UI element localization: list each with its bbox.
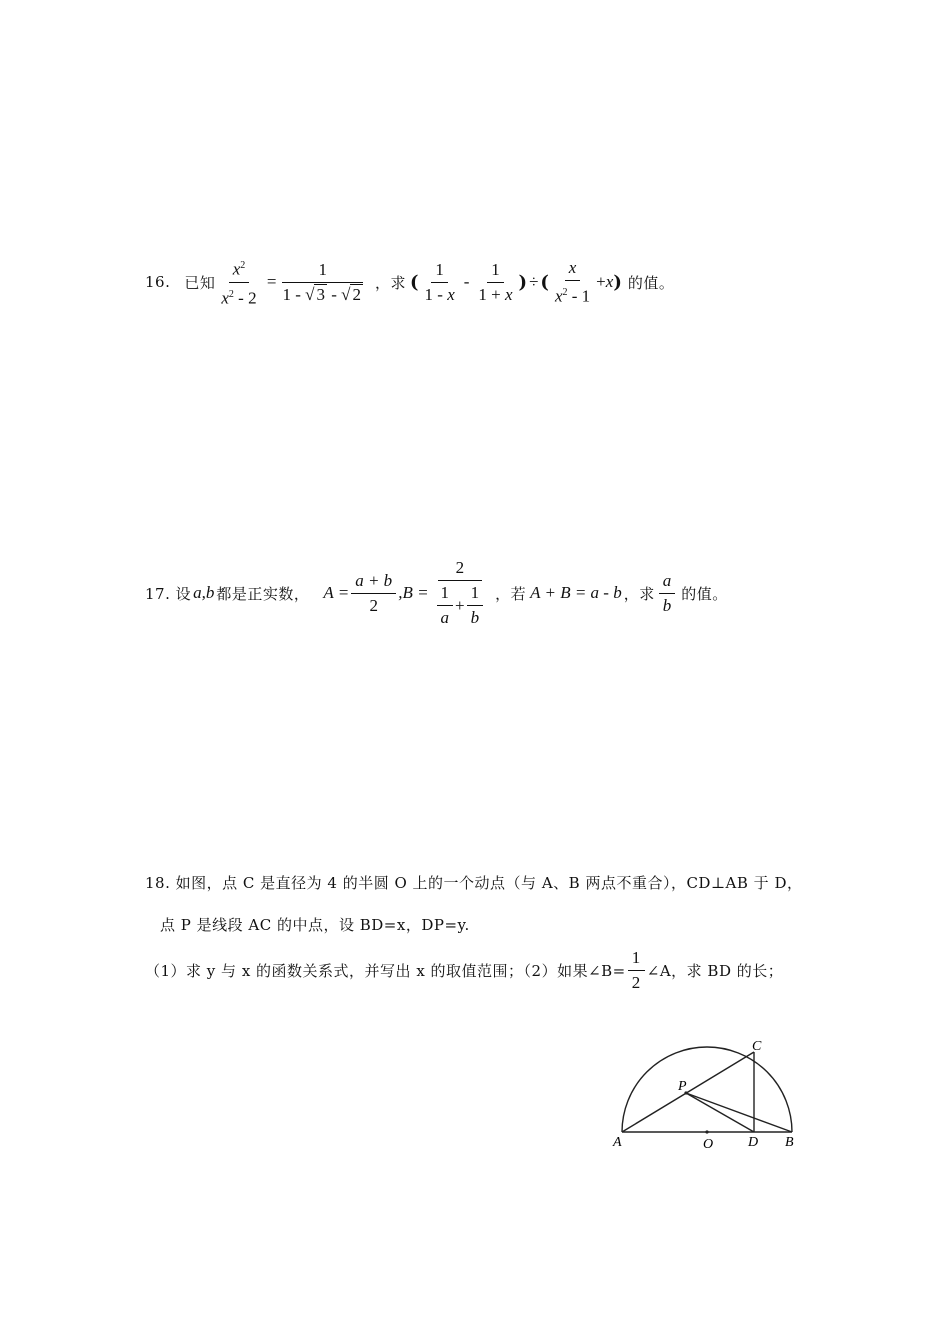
problem-17-lead: 17. 设 (145, 584, 192, 603)
problem-16-lead: 已知 (184, 273, 216, 292)
a-over-b: $\frac{a}{b}$ (659, 571, 676, 616)
given-fraction-lhs: $\frac{x^2}{x^2 - 2}$ (217, 256, 260, 308)
center-O-dot (705, 1130, 708, 1133)
label-P: P (678, 1079, 687, 1094)
label-D: D (748, 1135, 759, 1150)
label-B: B (785, 1135, 794, 1150)
problem-18-line2: 点 P 是线段 AC 的中点，设 BD=x，DP=y. (160, 916, 470, 934)
problem-16-number: 16. (145, 273, 171, 292)
expr-fraction-1: $\frac{1}{1 - x}$ (424, 259, 455, 304)
problem-16: 16. 已知 $\frac{x^2}{x^2 - 2}$ = $\frac{1}{1 - √ 3 - √ 2}$ ，求 ( $\frac{1}{1 - x}$ - $\frac{1}{1 + x}$ ) ÷ ( $\frac{x}{x^2 - 1}$ + x ) 的值。 (145, 257, 675, 308)
label-O: O (703, 1137, 714, 1152)
problem-18-line1: 18. 如图，点 C 是直径为 4 的半圆 O 上的一个动点（与 A、B 两点不重合），CD⊥AB 于 D， (145, 874, 803, 892)
A-fraction: $\frac{a + b}{2}$ (351, 571, 396, 616)
given-fraction-rhs: $\frac{1}{1 - √ 3 - √ 2}$ (282, 259, 361, 304)
expr-fraction-2: $\frac{1}{1 + x}$ (478, 259, 513, 304)
problem-16-tail: 的值。 (627, 273, 675, 292)
label-A: A (613, 1135, 622, 1150)
expr-fraction-3: $\frac{x}{x^2 - 1}$ (554, 257, 591, 306)
condition: A + B = a - b (530, 583, 622, 602)
problem-18-parts: （1）求 y 与 x 的函数关系式，并写出 x 的取值范围；（2）如果∠B= $\frac{1}{2}$ ∠A，求 BD 的长； (145, 948, 784, 992)
half-fraction: $\frac{1}{2}$ (628, 948, 645, 993)
segment-PB (686, 1093, 792, 1132)
B-fraction: 2 $\frac{1}{a}$ + $\frac{1}{b}$ (431, 558, 490, 628)
label-C: C (752, 1039, 762, 1054)
problem-17: 17. 设 a,b 都是正实数， A = $\frac{a + b}{2}$ ,B = 2 $\frac{1}{a}$ + $\frac{1}{b}$ ，若 A + B = a - b ，求 $\frac{a}{b}$ 的值。 (145, 558, 728, 627)
segment-PD (686, 1093, 754, 1132)
problem-16-ask: ，求 (374, 273, 406, 292)
semicircle-arc (622, 1047, 792, 1132)
semicircle-figure (610, 1030, 810, 1160)
